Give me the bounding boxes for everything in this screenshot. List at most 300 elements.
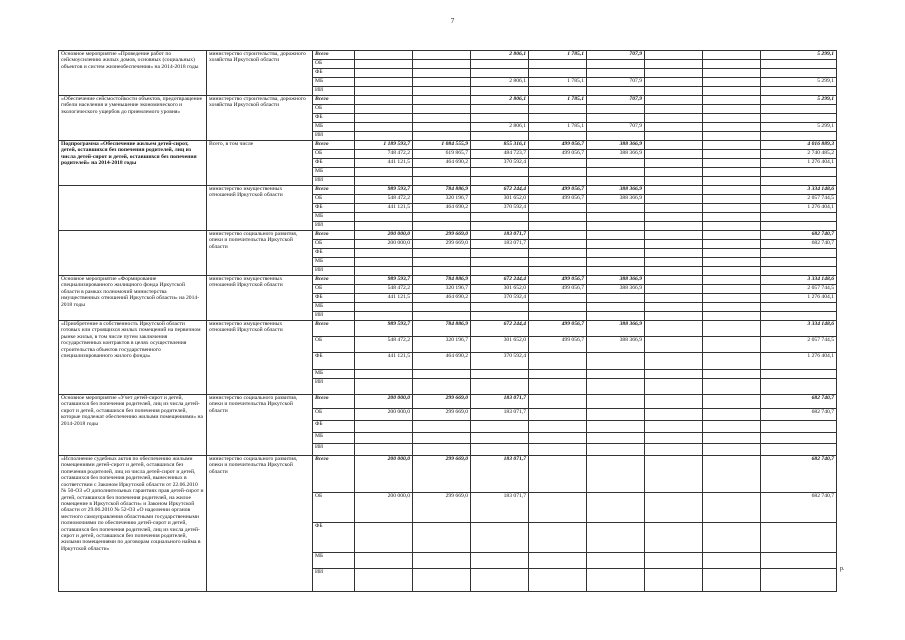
year-value	[413, 379, 471, 395]
funding-source: ИИ	[313, 444, 355, 456]
year-value	[529, 444, 587, 456]
year-value	[471, 267, 529, 276]
year-value: 707,9	[587, 51, 645, 60]
year-value: 200 000,0	[355, 456, 413, 493]
year-value	[355, 444, 413, 456]
total-value	[761, 249, 837, 258]
year-value	[413, 553, 471, 569]
year-value	[529, 105, 587, 114]
year-value	[703, 114, 761, 123]
year-value	[413, 123, 471, 132]
year-value: 320 196,7	[413, 195, 471, 204]
year-value: 2 806,1	[471, 51, 529, 60]
year-value	[645, 240, 703, 249]
total-value: 1 276 404,1	[761, 294, 837, 303]
year-value: 989 593,7	[355, 186, 413, 195]
year-value: 183 071,7	[471, 240, 529, 249]
year-value	[413, 60, 471, 69]
year-value	[703, 353, 761, 370]
year-value	[587, 240, 645, 249]
funding-source: ФБ	[313, 114, 355, 123]
year-value: 464 690,2	[413, 353, 471, 370]
year-value: 464 690,2	[413, 159, 471, 168]
total-value: 682 740,7	[761, 231, 837, 240]
year-value	[645, 141, 703, 150]
year-value	[587, 395, 645, 409]
year-value	[587, 87, 645, 96]
year-value: 200 000,0	[355, 231, 413, 240]
funding-source: Всего	[313, 141, 355, 150]
year-value: 301 652,0	[471, 337, 529, 353]
year-value	[413, 222, 471, 231]
year-value: 183 071,7	[471, 395, 529, 409]
year-value: 748 472,2	[355, 150, 413, 159]
funding-source: Всего	[313, 456, 355, 493]
year-value: 619 865,7	[413, 150, 471, 159]
year-value: 388 366,9	[587, 276, 645, 285]
table-row	[59, 321, 837, 337]
year-value	[645, 421, 703, 433]
funding-source: ОБ	[313, 105, 355, 114]
year-value	[587, 267, 645, 276]
year-value	[529, 258, 587, 267]
year-value	[471, 69, 529, 78]
year-value	[413, 312, 471, 321]
year-value	[529, 493, 587, 523]
year-value	[413, 569, 471, 592]
year-value	[645, 370, 703, 379]
total-value: 1 276 404,1	[761, 353, 837, 370]
year-value	[529, 177, 587, 186]
year-value: 464 690,2	[413, 294, 471, 303]
funding-source: ОБ	[313, 60, 355, 69]
year-value	[413, 132, 471, 141]
year-value	[529, 379, 587, 395]
year-value	[703, 240, 761, 249]
year-value	[355, 379, 413, 395]
year-value	[703, 258, 761, 267]
total-value: 3 334 148,6	[761, 321, 837, 337]
year-value	[645, 78, 703, 87]
year-value: 672 244,4	[471, 321, 529, 337]
year-value: 299 669,0	[413, 456, 471, 493]
total-value: 1 276 404,1	[761, 159, 837, 168]
year-value	[645, 231, 703, 240]
total-value	[761, 258, 837, 267]
year-value	[529, 87, 587, 96]
year-value: 2 806,1	[471, 123, 529, 132]
year-value	[355, 222, 413, 231]
year-value	[703, 150, 761, 159]
year-value: 2 806,1	[471, 78, 529, 87]
year-value	[703, 337, 761, 353]
year-value	[703, 51, 761, 60]
year-value	[587, 114, 645, 123]
year-value	[413, 421, 471, 433]
year-value: 370 592,4	[471, 294, 529, 303]
total-value	[761, 433, 837, 444]
year-value	[645, 433, 703, 444]
year-value: 499 056,7	[529, 195, 587, 204]
year-value	[703, 553, 761, 569]
funding-source: Всего	[313, 96, 355, 105]
year-value: 2 806,1	[471, 96, 529, 105]
year-value	[471, 249, 529, 258]
year-value	[645, 353, 703, 370]
year-value: 200 000,0	[355, 409, 413, 421]
measure-description: Основное мероприятие «Проведение работ по сейсмоусилению жилых домов, основных (социальных) объектов и систем жизнеобеспечения» на 2014-2018 годы	[59, 51, 207, 96]
table-row	[59, 276, 837, 285]
year-value	[645, 195, 703, 204]
measure-description: Основное мероприятие «Формирование специализированного жилищного фонда Иркутской области в рамках полномочий министерства имущественных отношений Иркутской области» на 2014-2018 годы	[59, 276, 207, 321]
funding-source: ФБ	[313, 249, 355, 258]
year-value	[645, 123, 703, 132]
year-value: 299 669,0	[413, 409, 471, 421]
year-value	[703, 186, 761, 195]
year-value	[587, 213, 645, 222]
year-value	[413, 69, 471, 78]
funding-source: Всего	[313, 186, 355, 195]
year-value	[529, 395, 587, 409]
year-value: 499 056,7	[529, 321, 587, 337]
year-value	[355, 370, 413, 379]
year-value	[703, 60, 761, 69]
year-value	[413, 258, 471, 267]
year-value: 1 785,1	[529, 123, 587, 132]
total-value	[761, 421, 837, 433]
table-row	[59, 395, 837, 409]
year-value: 672 244,4	[471, 276, 529, 285]
total-value: 1 276 404,1	[761, 204, 837, 213]
year-value	[471, 114, 529, 123]
year-value	[703, 123, 761, 132]
year-value	[587, 421, 645, 433]
year-value	[587, 409, 645, 421]
year-value	[645, 337, 703, 353]
year-value	[645, 321, 703, 337]
year-value	[703, 249, 761, 258]
total-value: 3 334 148,6	[761, 276, 837, 285]
table-row	[59, 96, 837, 105]
year-value	[645, 294, 703, 303]
year-value	[471, 105, 529, 114]
year-value: 183 071,7	[471, 493, 529, 523]
funding-source: Всего	[313, 395, 355, 409]
year-value	[355, 177, 413, 186]
year-value	[587, 444, 645, 456]
funding-source: МБ	[313, 553, 355, 569]
funding-source: ОБ	[313, 409, 355, 421]
year-value: 388 366,9	[587, 141, 645, 150]
year-value	[703, 456, 761, 493]
year-value: 320 196,7	[413, 285, 471, 294]
funding-source: МБ	[313, 168, 355, 177]
year-value	[645, 395, 703, 409]
funding-source: ОБ	[313, 285, 355, 294]
year-value: 1 189 593,7	[355, 141, 413, 150]
year-value	[529, 114, 587, 123]
responsible-executor: министерство социального развития, опеки и попечительства Иркутской области	[207, 395, 313, 456]
year-value	[703, 276, 761, 285]
year-value: 989 593,7	[355, 321, 413, 337]
total-value: 5 299,1	[761, 123, 837, 132]
funding-source: ОБ	[313, 195, 355, 204]
year-value: 1 785,1	[529, 78, 587, 87]
total-value	[761, 553, 837, 569]
year-value	[703, 303, 761, 312]
year-value	[703, 395, 761, 409]
year-value: 707,9	[587, 96, 645, 105]
funding-source: Всего	[313, 231, 355, 240]
year-value	[645, 204, 703, 213]
year-value: 441 121,5	[355, 159, 413, 168]
year-value: 672 244,4	[471, 186, 529, 195]
year-value: 370 592,4	[471, 159, 529, 168]
year-value: 499 056,7	[529, 337, 587, 353]
year-value	[355, 168, 413, 177]
year-value	[471, 258, 529, 267]
year-value	[355, 569, 413, 592]
funding-source: МБ	[313, 213, 355, 222]
year-value: 441 121,5	[355, 204, 413, 213]
year-value: 1 785,1	[529, 51, 587, 60]
year-value	[645, 159, 703, 168]
year-value	[529, 523, 587, 553]
year-value	[413, 51, 471, 60]
funding-source: МБ	[313, 258, 355, 267]
year-value: 784 886,9	[413, 321, 471, 337]
year-value	[703, 159, 761, 168]
year-value	[645, 168, 703, 177]
year-value	[471, 523, 529, 553]
year-value	[413, 213, 471, 222]
year-value	[471, 433, 529, 444]
year-value	[413, 267, 471, 276]
year-value	[587, 168, 645, 177]
year-value	[645, 249, 703, 258]
year-value	[645, 177, 703, 186]
total-value: 3 334 148,6	[761, 186, 837, 195]
year-value	[703, 493, 761, 523]
year-value	[587, 433, 645, 444]
year-value	[645, 267, 703, 276]
total-value	[761, 213, 837, 222]
year-value	[355, 69, 413, 78]
year-value: 388 366,9	[587, 186, 645, 195]
year-value	[529, 168, 587, 177]
total-value	[761, 60, 837, 69]
year-value	[703, 409, 761, 421]
year-value	[529, 409, 587, 421]
year-value	[529, 569, 587, 592]
year-value	[355, 60, 413, 69]
year-value	[471, 213, 529, 222]
year-value	[587, 69, 645, 78]
year-value	[355, 312, 413, 321]
year-value	[645, 258, 703, 267]
funding-source: ИИ	[313, 569, 355, 592]
total-value: 682 740,7	[761, 395, 837, 409]
year-value	[471, 379, 529, 395]
table-row	[59, 186, 837, 195]
year-value: 499 056,7	[529, 186, 587, 195]
year-value: 301 652,0	[471, 285, 529, 294]
year-value	[645, 569, 703, 592]
year-value: 200 000,0	[355, 395, 413, 409]
year-value: 989 593,7	[355, 276, 413, 285]
measure-description: «Исполнение судебных актов по обеспечению жилыми помещениями детей-сирот и детей, оставшихся без попечения родителей, лиц из числа детей-сирот и детей, оставшихся без попечения родителей, вынесенных в соответствии с Законом Иркутской области от 22.06.2010 № 50-ОЗ «О дополнительных гарантиях прав детей-сирот и детей, оставшихся без попечения родителей, на жилое помещение в Иркутской области» и Законом Иркутской области от 29.06.2010 № 52-ОЗ «О наделении органов местного самоуправления областными государственными полномочиями по обеспечению детей-сирот и детей, оставшихся без попечения родителей, лиц из числа детей-сирот и детей, оставшихся без попечения родителей, жилыми помещениями по договорам социального найма в Иркутской области»	[59, 456, 207, 592]
total-value: 2 057 744,5	[761, 337, 837, 353]
funding-source: МБ	[313, 78, 355, 87]
year-value	[471, 303, 529, 312]
year-value	[703, 168, 761, 177]
year-value	[587, 553, 645, 569]
funding-source: ОБ	[313, 240, 355, 249]
funding-source: ИИ	[313, 312, 355, 321]
year-value	[529, 370, 587, 379]
year-value	[587, 303, 645, 312]
year-value: 183 071,7	[471, 231, 529, 240]
table-row	[59, 51, 837, 60]
measure-description: Подпрограмма «Обеспечение жильем детей-сирот, детей, оставшихся без попечения родителей, лиц из числа детей-сирот и детей, оставшихся без попечения родителей» на 2014-2018 годы	[59, 141, 207, 186]
year-value	[413, 444, 471, 456]
year-value	[645, 456, 703, 493]
year-value: 499 056,7	[529, 150, 587, 159]
funding-source: ФБ	[313, 294, 355, 303]
year-value	[413, 433, 471, 444]
year-value	[355, 523, 413, 553]
year-value: 707,9	[587, 78, 645, 87]
year-value	[529, 249, 587, 258]
year-value	[471, 421, 529, 433]
year-value	[703, 105, 761, 114]
year-value	[413, 177, 471, 186]
year-value	[703, 177, 761, 186]
year-value	[703, 523, 761, 553]
measure-description	[59, 231, 207, 276]
page-number: 7	[450, 17, 455, 25]
total-value	[761, 379, 837, 395]
year-value	[413, 78, 471, 87]
year-value: 784 886,9	[413, 276, 471, 285]
total-value	[761, 370, 837, 379]
total-value: 682 740,7	[761, 493, 837, 523]
year-value: 484 723,7	[471, 150, 529, 159]
funding-source: МБ	[313, 123, 355, 132]
year-value	[529, 60, 587, 69]
year-value	[355, 267, 413, 276]
year-value: 370 592,4	[471, 353, 529, 370]
year-value	[413, 96, 471, 105]
total-value: 2 057 744,5	[761, 195, 837, 204]
funding-source: ФБ	[313, 204, 355, 213]
year-value	[587, 105, 645, 114]
year-value: 388 366,9	[587, 337, 645, 353]
year-value	[703, 569, 761, 592]
measure-description: «Приобретение в собственность Иркутской области готовых или строящихся жилых помещений на первичном рынке жилья, в том числе путем заключения государственных контрактов в целях осуществления строительства объектов государственного специализированного жилого фонда»	[59, 321, 207, 395]
measure-description: Основное мероприятие «Учет детей-сирот и детей, оставшихся без попечения родителей, лиц из числа детей-сирот и детей, оставшихся без попечения родителей, которые подлежат обеспечению жилыми помещениями» на 2014-2018 годы	[59, 395, 207, 456]
total-value: 5 299,1	[761, 51, 837, 60]
year-value	[529, 294, 587, 303]
total-value	[761, 87, 837, 96]
year-value: 388 366,9	[587, 195, 645, 204]
funding-source: ИИ	[313, 177, 355, 186]
funding-source: ИИ	[313, 267, 355, 276]
year-value: 301 652,0	[471, 195, 529, 204]
responsible-executor: министерство строительства, дорожного хозяйства Иркутской области	[207, 96, 313, 141]
year-value: 499 056,7	[529, 285, 587, 294]
year-value	[529, 421, 587, 433]
year-value	[703, 195, 761, 204]
year-value	[413, 523, 471, 553]
year-value	[645, 51, 703, 60]
year-value: 299 669,0	[413, 240, 471, 249]
year-value	[413, 370, 471, 379]
funding-source: ОБ	[313, 337, 355, 353]
year-value	[645, 379, 703, 395]
year-value	[355, 303, 413, 312]
year-value	[645, 213, 703, 222]
year-value	[587, 312, 645, 321]
year-value	[355, 105, 413, 114]
year-value: 548 472,2	[355, 337, 413, 353]
year-value	[471, 569, 529, 592]
year-value	[471, 553, 529, 569]
year-value: 441 121,5	[355, 294, 413, 303]
total-value	[761, 177, 837, 186]
funding-source: ИИ	[313, 87, 355, 96]
total-value: 682 740,7	[761, 409, 837, 421]
year-value	[645, 87, 703, 96]
year-value	[703, 87, 761, 96]
responsible-executor: министерство социального развития, опеки и попечительства Иркутской области	[207, 456, 313, 592]
total-value	[761, 114, 837, 123]
year-value	[587, 132, 645, 141]
total-value	[761, 105, 837, 114]
funding-source: ФБ	[313, 353, 355, 370]
year-value	[529, 222, 587, 231]
year-value: 183 071,7	[471, 456, 529, 493]
year-value	[355, 213, 413, 222]
year-value	[645, 444, 703, 456]
year-value	[413, 249, 471, 258]
year-value: 200 000,0	[355, 493, 413, 523]
year-value	[703, 379, 761, 395]
year-value	[703, 312, 761, 321]
total-value	[761, 444, 837, 456]
year-value	[703, 213, 761, 222]
year-value: 320 196,7	[413, 337, 471, 353]
year-value: 183 071,7	[471, 409, 529, 421]
year-value	[645, 553, 703, 569]
total-value: 5 299,1	[761, 96, 837, 105]
year-value	[413, 303, 471, 312]
total-value	[761, 69, 837, 78]
year-value: 499 056,7	[529, 141, 587, 150]
year-value	[703, 321, 761, 337]
year-value	[587, 60, 645, 69]
year-value	[645, 523, 703, 553]
year-value	[645, 60, 703, 69]
funding-source: ФБ	[313, 421, 355, 433]
year-value	[355, 78, 413, 87]
table-row	[59, 456, 837, 493]
year-value	[645, 276, 703, 285]
year-value	[413, 87, 471, 96]
year-value	[587, 177, 645, 186]
year-value: 299 669,0	[413, 395, 471, 409]
responsible-executor: министерство строительства, дорожного хозяйства Иркутской области	[207, 51, 313, 96]
